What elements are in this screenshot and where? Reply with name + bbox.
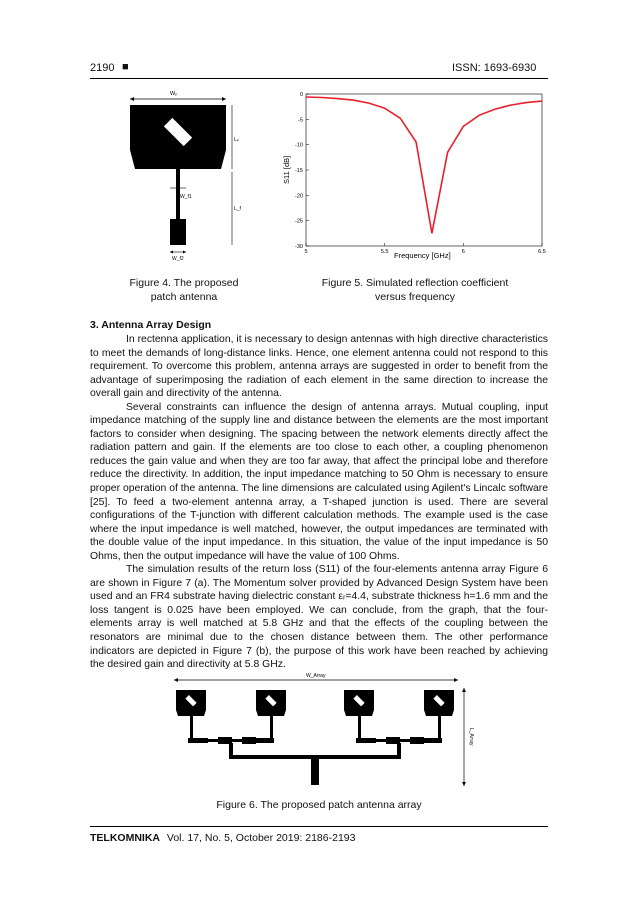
y-tick-label: -10: [295, 142, 303, 149]
label-wp: Wₚ: [170, 91, 178, 97]
y-tick-label: -5: [298, 117, 303, 124]
patch-antenna-figure: [118, 86, 248, 262]
section-heading: 3. Antenna Array Design: [90, 319, 212, 331]
figure6-caption: Figure 6. The proposed patch antenna array: [216, 799, 422, 811]
issn-label: ISSN: 1693-6930: [452, 62, 537, 74]
figure5-caption-line2: versus frequency: [375, 291, 455, 303]
x-tick-label: 6: [461, 249, 465, 255]
x-tick-label: 5: [304, 249, 308, 255]
body-text: [90, 333, 548, 672]
feed-network: [188, 716, 442, 785]
label-lp: Lₚ: [234, 137, 239, 143]
label-larray: L_Array: [468, 728, 474, 746]
y-tick-label: -25: [295, 218, 303, 225]
paragraph-3: The simulation results of the return loss (S11) of the four-elements antenna array Figure 6 are shown in Figure 7 (a). The Momentum solver provided by Advanced Design System have been used and an FR4 substrate having dielectric constant εᵣ=4.4, substrate thickness h=1.6 mm and the loss tangent is 0.025 have been employed. We can conclude, from the graph, that the four-elements array is well matched at 5.8 GHz and that the effects of the coupling between the resonators are minimal due to the chosen distance between them. The other performance indicators are depicted in Figure 7 (b), the purpose of this work have been reached by achieving the desired gain and directivity at 5.8 GHz.: [90, 564, 548, 671]
y-tick-label: -20: [295, 193, 303, 200]
figure5-caption-line1: Figure 5. Simulated reflection coefficient: [321, 277, 509, 289]
footer: [90, 832, 355, 844]
y-tick-label: -30: [295, 244, 303, 250]
footer-citation: Vol. 17, No. 5, October 2019: 2186-2193: [166, 832, 356, 844]
y-tick-label: -15: [295, 168, 303, 174]
paragraph-2: Several constraints can influence the design of antenna arrays. Mutual coupling, input impedance matching of the supply line and distance between the elements are the most important factors to consider when designing. The spacing between the network elements directly affect the radiation pattern and gain. If the elements are too close to each other, a coupling phenomenon reduces the gain value and when they are too far away, that affect the principal lobe and therefore reduce the directivity. In addition, the input impedance matching to 50 Ohm is necessary to ensure proper operation of the antenna. The line dimensions are calculated using Agilent's Lincalc software [25]. To feed a two-element antenna array, a T-shaped junction is used. There are several configurations of the T-junction with different calculation methods. The example used is the case where the input impedance is well matched, however, the output impedances are terminated with the double value of the input impedance. In this situation, the value of the input impedance is 50 Ohms, then the output impedance will have the value of 100 Ohms.: [90, 401, 548, 562]
array-element-4: [424, 690, 454, 716]
header-marker: ■: [122, 61, 129, 73]
feed-port: [170, 219, 186, 245]
plot-frame: [306, 94, 542, 246]
label-wf2: W_f2: [172, 256, 184, 262]
array-element-2: [256, 690, 286, 716]
label-lf: L_f: [234, 206, 241, 212]
feed-flare: [130, 150, 226, 169]
x-axis-label: Frequency [GHz]: [394, 251, 451, 260]
figure4-caption-line2: patch antenna: [150, 291, 218, 303]
x-tick-label: 6.5: [538, 249, 546, 255]
paragraph-1: In rectenna application, it is necessary to design antennas with high directive characteristics to meet the demands of long-distance links. Hence, one element antenna could not respond to this requirement. To overcome this problem, antenna arrays are suggested in order to benefit from the advantage of superimposing the radiation of each element in the same direction to increase the overall gain and directivity of the antenna.: [90, 334, 548, 400]
y-tick-label: 0: [299, 92, 303, 98]
label-wf1: W_f1: [180, 194, 192, 200]
y-axis-label: S11 [dB]: [282, 155, 291, 184]
array-element-3: [344, 690, 374, 716]
figure4-caption: [104, 276, 264, 304]
label-warray: W_Array: [306, 673, 326, 679]
s11-chart: [270, 86, 550, 262]
header-rule: [90, 78, 548, 79]
page-number: 2190: [90, 62, 115, 74]
x-tick-label: 5.5: [380, 249, 389, 255]
figure5-caption: [310, 276, 520, 304]
antenna-array-figure: [168, 670, 480, 788]
array-element-1: [176, 690, 206, 716]
footer-journal: TELKOMNIKA: [90, 832, 160, 844]
footer-rule: [90, 826, 548, 827]
figure4-caption-line1: Figure 4. The proposed: [129, 277, 239, 289]
